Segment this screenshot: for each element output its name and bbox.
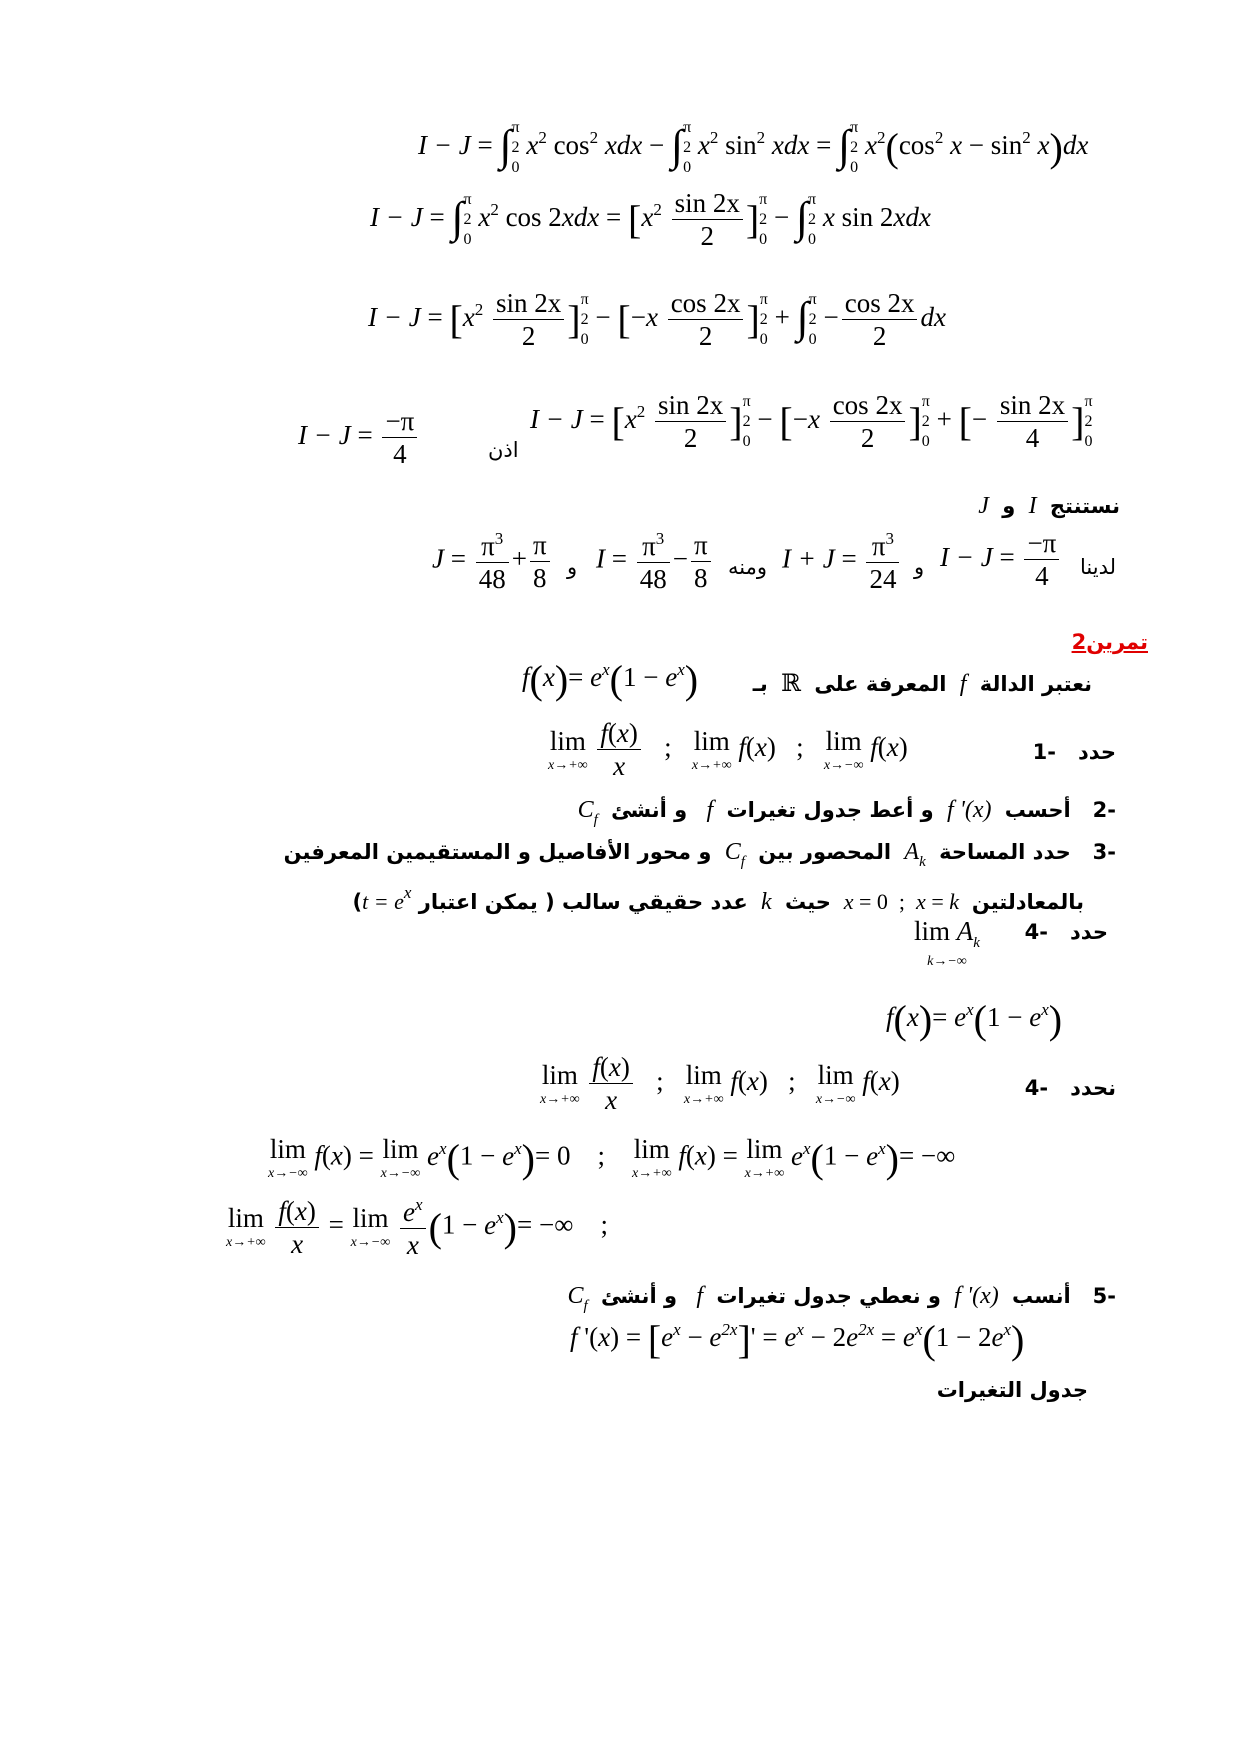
q1-limits: lim x→+∞ $\frac{f(x)}{x}$ ; lim x→+∞ f(x) ; lim x→−∞ f(x)	[548, 718, 908, 781]
equation-i-plus-j: I + J = $\frac{\pi^3}{24}$	[782, 530, 902, 593]
equation-i-minus-j-2: I − J = ∫π 2 0 $x^2$ $\cos 2xdx = [x^2$ $\frac{\sin 2x}{2}$ ]π 2 0 − ∫π 2 0 x sin 2xdx	[370, 188, 931, 251]
result-numerator: −π	[382, 408, 417, 438]
q2-line: -2 أحسب f '(x) و أعط جدول تغيرات f و أنشئ $C_f$	[577, 797, 1116, 828]
q4-label: حدد -4	[1024, 920, 1108, 944]
we-have-word: لدينا	[1080, 555, 1117, 579]
equation-i-minus-j-given: I − J = $\frac{-\pi}{4}$	[940, 530, 1062, 590]
equation-i-minus-j-3: $I - J = [x^2$ $\frac{\sin 2x}{2}$ ]π 2 0 − [−x $\frac{\cos 2x}{2}$ ]π 2 0 + ∫π 2 0 − $\frac{\cos 2x}{2}$ dx	[368, 288, 946, 351]
therefore-word: ومنه	[728, 555, 767, 579]
conclude-line: نستنتج I و J	[978, 493, 1120, 519]
s4-ratio-limit: lim x→+∞ $\frac{f(x)}{x}$ = lim x→−∞ $\frac{e^x}{x}$ $(1 - e^x)=$ −∞ ;	[226, 1195, 608, 1260]
frac-numerator: sin 2x	[997, 392, 1068, 422]
result-denominator: 4	[393, 439, 407, 469]
idhan-word: اذن	[488, 438, 519, 462]
equation-result: I − J = $\frac{-\pi}{4}$	[298, 408, 420, 468]
frac-numerator: cos 2x	[830, 392, 906, 422]
equation-j-value: J = $\frac{\pi^3}{48}$ + $\frac{\pi}{8}$	[432, 530, 553, 593]
frac-numerator: sin 2x	[493, 290, 564, 320]
q3-line1: -3 حدد المساحة $A_k$ المحصور بين $C_f$ و محور الأفاصيل و المستقيمين المعرفين	[283, 839, 1116, 870]
equation-i-value: I = $\frac{\pi^3}{48}$ − $\frac{\pi}{8}$	[596, 530, 714, 593]
s5-line: -5 أنسب f '(x) و نعطي جدول تغيرات f و أنشئ $C_f$	[567, 1283, 1116, 1314]
q4-limit: $\lim A_k$ k→−∞	[914, 916, 980, 969]
solution-function: $f(x)= e^x(1 - e^x)$	[886, 997, 1063, 1042]
exercise-2-title: تمرين2	[1071, 630, 1148, 654]
derivative-equation: f '$(x) = [e^x - e^{2x}]' = e^x - 2e^{2x} = e^x(1 - 2e^x)$	[570, 1317, 1025, 1362]
frac-denominator: 4	[1025, 423, 1040, 453]
frac-denominator: 2	[698, 321, 713, 351]
frac-denominator: 2	[700, 221, 714, 251]
frac-numerator: cos 2x	[668, 290, 744, 320]
exercise-2-intro: نعتبر الدالة f المعرفة على ℝ بـ	[752, 671, 1092, 697]
frac-numerator: sin 2x	[672, 190, 743, 220]
s4-label: نحدد -4	[1024, 1076, 1116, 1100]
variation-table-title: جدول التغيرات	[936, 1378, 1088, 1402]
frac-numerator: sin 2x	[655, 392, 726, 422]
frac-denominator: 2	[683, 423, 698, 453]
s4-limits: lim x→+∞ $\frac{f(x)}{x}$ ; lim x→+∞ f(x) ; lim x→−∞ f(x)	[540, 1052, 900, 1115]
and-word-2: و	[914, 555, 925, 579]
equation-i-minus-j-1: I − J = ∫π 2 0 $x^2$ $\cos^2$ xdx − ∫π 2 0 $x^2$ $\sin^2$ xdx = ∫π 2 0 $x^2(\cos^2$ $x - \sin^2 x)dx$	[418, 119, 1089, 176]
frac-denominator: 2	[872, 321, 887, 351]
frac-numerator: cos 2x	[842, 290, 918, 320]
q1-label: حدد -1	[1032, 740, 1116, 764]
function-definition: $f(x)= e^x(1 - e^x)$	[522, 657, 699, 702]
conclude-and: و	[1002, 494, 1016, 518]
conclude-word: نستنتج	[1049, 494, 1120, 518]
frac-denominator: 2	[860, 423, 875, 453]
frac-denominator: 2	[521, 321, 536, 351]
and-word-1: و	[567, 555, 578, 579]
q3-line2: بالمعادلتين x = 0 ; x = k حيث k عدد حقيقي سالب ( يمكن اعتبار $t = e^x$)	[352, 883, 1084, 915]
s4-limit-results: lim x→−∞ f(x) = lim x→−∞ $e^x(1 - e^x)= 0$ ; lim x→+∞ f(x) = lim x→+∞ $e^x(1 - e^x)=$ −∞	[268, 1134, 956, 1181]
equation-i-minus-j-4: $I - J = [x^2$ $\frac{\sin 2x}{2}$ ]π 2 0 − [−x $\frac{\cos 2x}{2}$ ]π 2 0 + [− $\frac{\sin 2x}{4}$ ]π 2 0	[530, 390, 1093, 453]
